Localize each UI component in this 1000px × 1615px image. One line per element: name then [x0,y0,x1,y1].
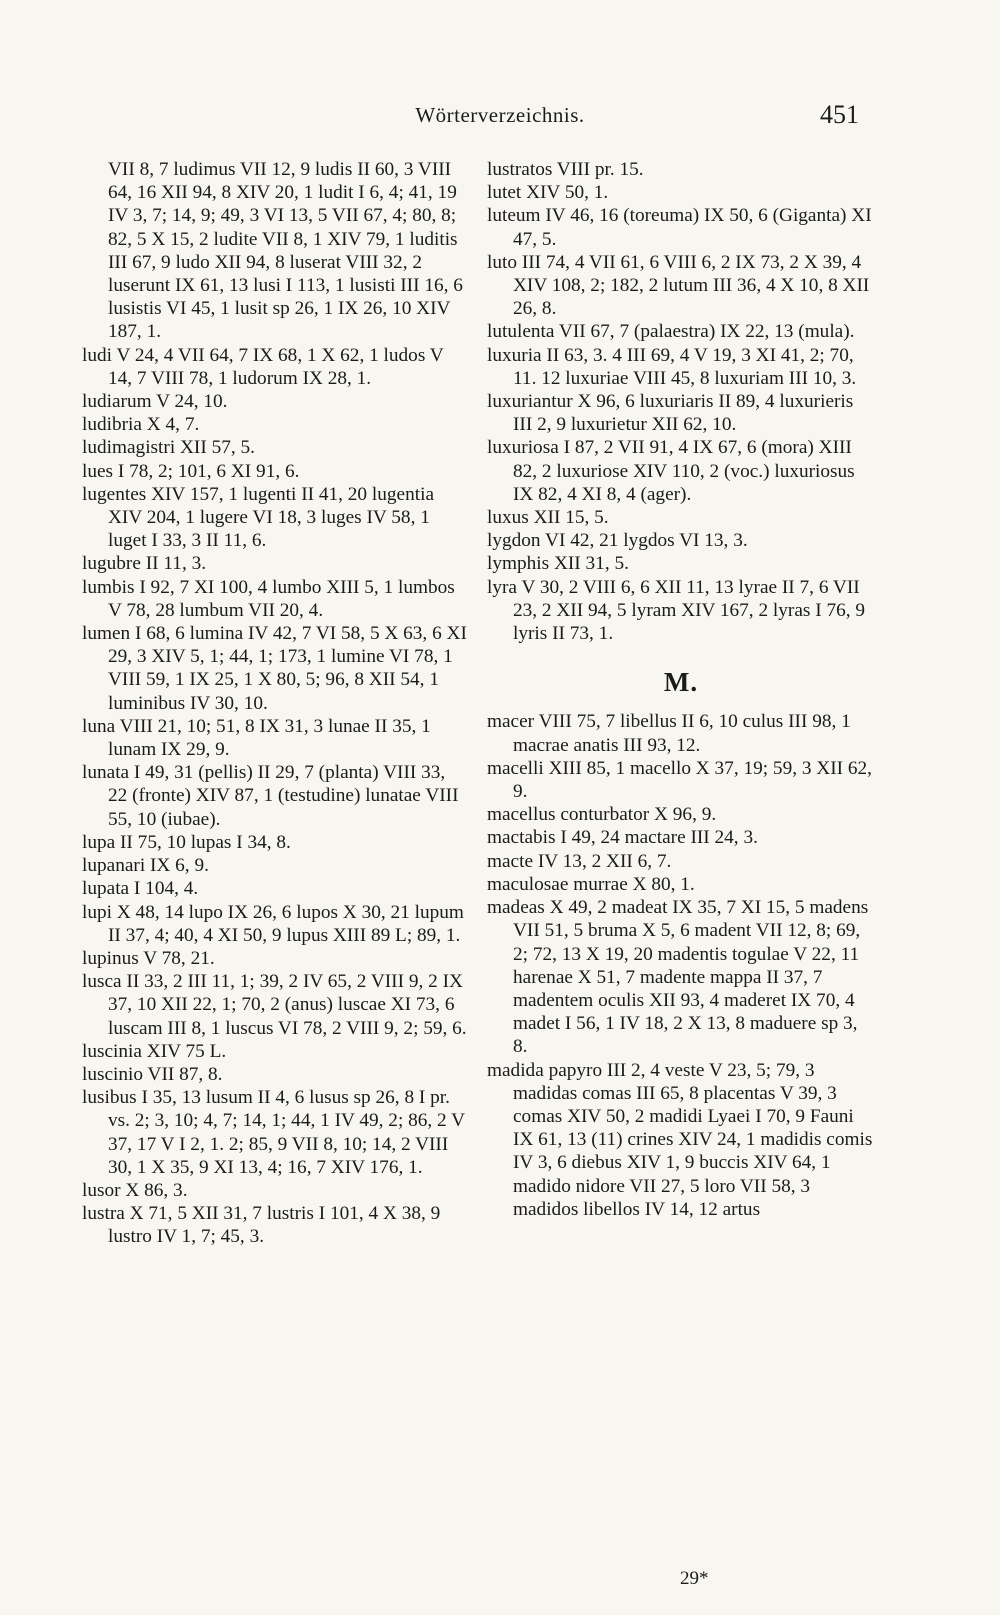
section-heading-m: M. [663,667,699,698]
index-entry: VII 8, 7 ludimus VII 12, 9 ludis II 60, 3 VIII 64, 16 XII 94, 8 XIV 20, 1 ludit I 6, 4; 41, 19 IV 3, 7; 14, 9; 49, 3 VI 13, 5 VII 67, 4; 80, 8; 82, 5 X 15, 2 ludite VII 8, 1 XIV 79, 1 luditis III 67, 9 ludo XII 94, 8 luserat VIII 32, 2 luserunt IX 61, 13 lusi I 113, 1 lusisti III 16, 6 lusistis VI 45, 1 lusit sp 26, 1 IX 26, 10 XIV 187, 1. [108,159,463,343]
index-entry: lupi X 48, 14 lupo IX 26, 6 lupos X 30, 21 lupum II 37, 4; 40, 4 XI 50, 9 lupus XIII 89 L; 89, 1. [82,901,464,946]
right-column [487,158,875,1221]
index-entry: lyra V 30, 2 VIII 6, 6 XII 11, 13 lyrae II 7, 6 VII 23, 2 XII 94, 5 lyram XIV 167, 2 lyras I 76, 9 lyris II 73, 1. [487,576,866,645]
index-entry: luxuriosa I 87, 2 VII 91, 4 IX 67, 6 (mora) XIII 82, 2 luxuriose XIV 110, 2 (voc.) luxuriosus IX 82, 4 XI 8, 4 (ager). [487,437,855,505]
index-entry: lustratos VIII pr. 15. [487,159,644,180]
right-column-l-entries [487,158,875,645]
index-entry: lumbis I 92, 7 XI 100, 4 lumbo XIII 5, 1 lumbos V 78, 28 lumbum VII 20, 4. [82,576,455,621]
index-entry: lustra X 71, 5 XII 31, 7 lustris I 101, 4 X 38, 9 lustro IV 1, 7; 45, 3. [82,1203,441,1248]
index-entry: madida papyro III 2, 4 veste V 23, 5; 79, 3 madidas comas III 65, 8 placentas V 39, 3 comas XIV 50, 2 madidi Lyaei I 70, 9 Fauni IX 61, 13 (11) crines XIV 24, 1 madidis comis IV 3, 6 diebus XIV 1, 9 buccis XIV 64, 1 madido nidore VII 27, 5 loro VII 58, 3 madidos libellos IV 14, 12 artus [487,1059,873,1220]
index-entry: ludi V 24, 4 VII 64, 7 IX 68, 1 X 62, 1 ludos V 14, 7 VIII 78, 1 ludorum IX 28, 1. [82,344,444,389]
index-entry: luscinio VII 87, 8. [82,1063,223,1085]
index-entry: luto III 74, 4 VII 61, 6 VIII 6, 2 IX 73, 2 X 39, 4 XIV 108, 2; 182, 2 lutum III 36, 4 X 10, 8 XII 26, 8. [487,251,870,320]
index-entry: lutet XIV 50, 1. [487,182,609,204]
index-entry: lygdon VI 42, 21 lygdos VI 13, 3. [487,530,748,552]
index-entry: macellus conturbator X 96, 9. [487,804,717,826]
index-entry: macelli XIII 85, 1 macello X 37, 19; 59, 3 XII 62, 9. [487,757,872,803]
index-entry: ludiarum V 24, 10. [82,391,228,413]
running-header: Wörterverzeichnis. [415,103,585,127]
index-entry: lymphis XII 31, 5. [487,553,629,575]
index-entry: luxuria II 63, 3. 4 III 69, 4 V 19, 3 XI 41, 2; 70, 11. 12 luxuriae VIII 45, 8 luxuriam III 10, 3. [487,344,857,389]
index-entry: luna VIII 21, 10; 51, 8 IX 31, 3 lunae II 35, 1 lunam IX 29, 9. [82,715,431,761]
index-entry: luscinia XIV 75 L. [82,1040,227,1062]
index-entry: macte IV 13, 2 XII 6, 7. [487,850,672,872]
index-entry: lugentes XIV 157, 1 lugenti II 41, 20 lugentia XIV 204, 1 lugere VI 18, 3 luges IV 58, 1 luget I 33, 3 II 11, 6. [82,483,435,552]
left-column [82,158,467,1249]
index-entry: lupanari IX 6, 9. [82,855,209,877]
index-entry: madeas X 49, 2 madeat IX 35, 7 XI 15, 5 madens VII 51, 5 bruma X 5, 6 madent VII 12, 8; 69, 2; 72, 13 X 19, 20 madentis togulae V 22, 11 harenae X 51, 7 madente mappa II 37, 7 madentem oculis XII 93, 4 maderet IX 70, 4 madet I 56, 1 IV 18, 2 X 13, 8 maduere sp 3, 8. [487,897,869,1058]
index-entry: lunata I 49, 31 (pellis) II 29, 7 (planta) VIII 33, 22 (fronte) XIV 87, 1 (testudine) lunatae VIII 55, 10 (iubae). [82,762,459,830]
index-entry: lupa II 75, 10 lupas I 34, 8. [82,831,291,853]
index-entry: lutulenta VII 67, 7 (palaestra) IX 22, 13 (mula). [487,321,855,343]
index-entry: macer VIII 75, 7 libellus II 6, 10 culus III 98, 1 macrae anatis III 93, 12. [487,711,851,756]
index-entry: lumen I 68, 6 lumina IV 42, 7 VI 58, 5 X 63, 6 XI 29, 3 XIV 5, 1; 44, 1; 173, 1 lumine VI 78, 1 VIII 59, 1 IX 25, 1 X 80, 5; 96, 8 XII 54, 1 luminibus IV 30, 10. [82,623,467,714]
index-entry: ludibria X 4, 7. [82,414,200,436]
index-entry: maculosae murrae X 80, 1. [487,873,695,895]
index-entry: lupata I 104, 4. [82,878,199,900]
signature-mark: 29* [680,1568,709,1589]
index-entry: lugubre II 11, 3. [82,553,207,575]
index-entry: luxuriantur X 96, 6 luxuriaris II 89, 4 luxurieris III 2, 9 luxurietur XII 62, 10. [487,391,854,436]
right-column-m-entries [487,710,875,1220]
page-number: 451 [820,100,859,129]
index-entry: lusca II 33, 2 III 11, 1; 39, 2 IV 65, 2 VIII 9, 2 IX 37, 10 XII 22, 1; 70, 2 (anus) luscae XI 73, 6 luscam III 8, 1 luscus VI 78, 2 VIII 9, 2; 59, 6. [82,971,467,1039]
index-entry: lupinus V 78, 21. [82,947,215,969]
index-entry: luteum IV 46, 16 (toreuma) IX 50, 6 (Giganta) XI 47, 5. [487,205,872,250]
index-entry: lues I 78, 2; 101, 6 XI 91, 6. [82,460,300,482]
index-entry: ludimagistri XII 57, 5. [82,437,255,459]
index-entry: lusor X 86, 3. [82,1179,188,1201]
index-entry: mactabis I 49, 24 mactare III 24, 3. [487,827,758,849]
index-entry: lusibus I 35, 13 lusum II 4, 6 lusus sp 26, 8 I pr. vs. 2; 3, 10; 4, 7; 14, 1; 44, 1 IV 49, 2; 86, 2 V 37, 17 V I 2, 1. 2; 85, 9 VII 8, 10; 14, 2 VIII 30, 1 X 35, 9 XI 13, 4; 16, 7 XIV 176, 1. [82,1087,465,1178]
index-entry: luxus XII 15, 5. [487,507,609,529]
